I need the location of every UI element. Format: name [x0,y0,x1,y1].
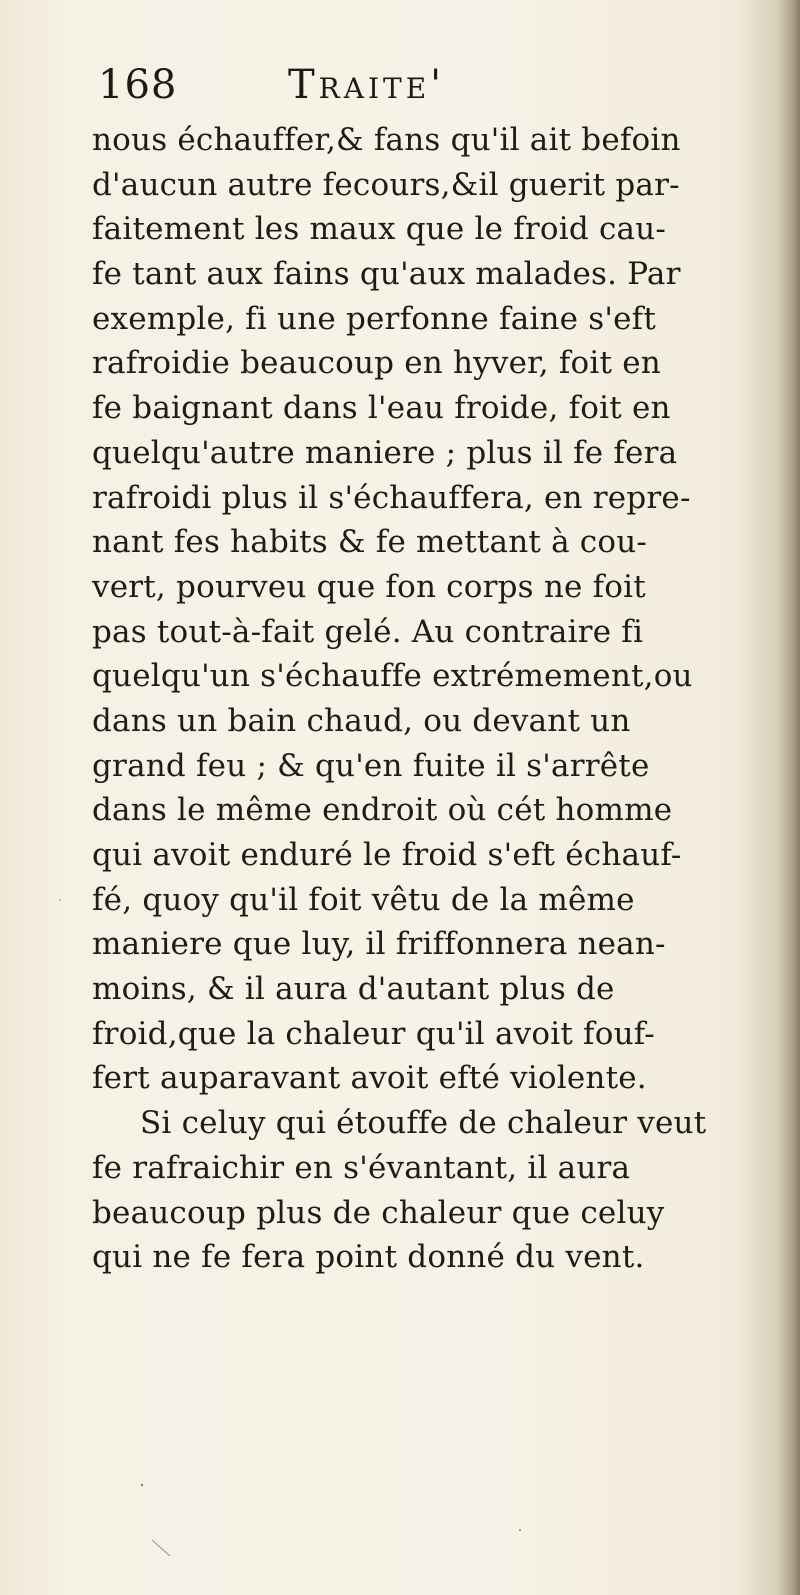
text-line: rafroidie beaucoup en hyver, foit en [92,345,661,382]
text-line: vert, pourveu que fon corps ne foit [92,568,646,605]
text-line: fert auparavant avoit efté violente. [92,1060,647,1097]
text-line: exemple, fi une perfonne faine s'eft [92,300,656,337]
text-line: grand feu ; & qu'en fuite il s'arrête [92,747,650,784]
text-line: froid,que la chaleur qu'il avoit fouf- [92,1015,655,1052]
text-line: nous échauffer,& fans qu'il ait befoin [92,122,681,158]
text-line: fe tant aux fains qu'aux malades. Par [92,256,681,293]
text-line: moins, & il aura d'autant plus de [92,971,615,1008]
text-line: quelqu'un s'échauffe extrémement,ou [92,658,693,695]
page-gutter-shadow [778,0,800,1595]
text-line: beaucoup plus de chaleur que celuy [92,1194,665,1231]
text-line: fe baignant dans l'eau froide, foit en [92,390,671,427]
text-line: rafroidi plus il s'échauffera, en repre- [92,479,691,516]
text-line: quelqu'autre maniere ; plus il fe fera [92,434,678,471]
text-line: qui ne fe fera point donné du vent. [92,1239,645,1276]
running-title: Traite' [288,62,446,108]
text-line: faitement les maux que le froid cau- [92,211,667,248]
text-line-paragraph-start: Si celuy qui étouffe de chaleur veut [140,1105,707,1142]
body-text [92,118,732,1280]
text-line: fe rafraichir en s'évantant, il aura [92,1149,631,1186]
text-line: nant fes habits & fe mettant à cou- [92,524,648,561]
running-head [98,62,658,112]
page-number: 168 [98,62,178,108]
text-line: qui avoit enduré le froid s'eft échauf- [92,837,682,873]
text-line: d'aucun autre fecours,&il guerit par- [92,166,680,203]
text-line: pas tout-à-fait gelé. Au contraire fi [92,613,644,650]
text-line: dans le même endroit où cét homme [92,792,673,829]
text-line: dans un bain chaud, ou devant un [92,702,631,739]
text-line: fé, quoy qu'il foit vêtu de la même [92,881,635,918]
text-line: maniere que luy, il friffonnera nean- [92,926,666,963]
